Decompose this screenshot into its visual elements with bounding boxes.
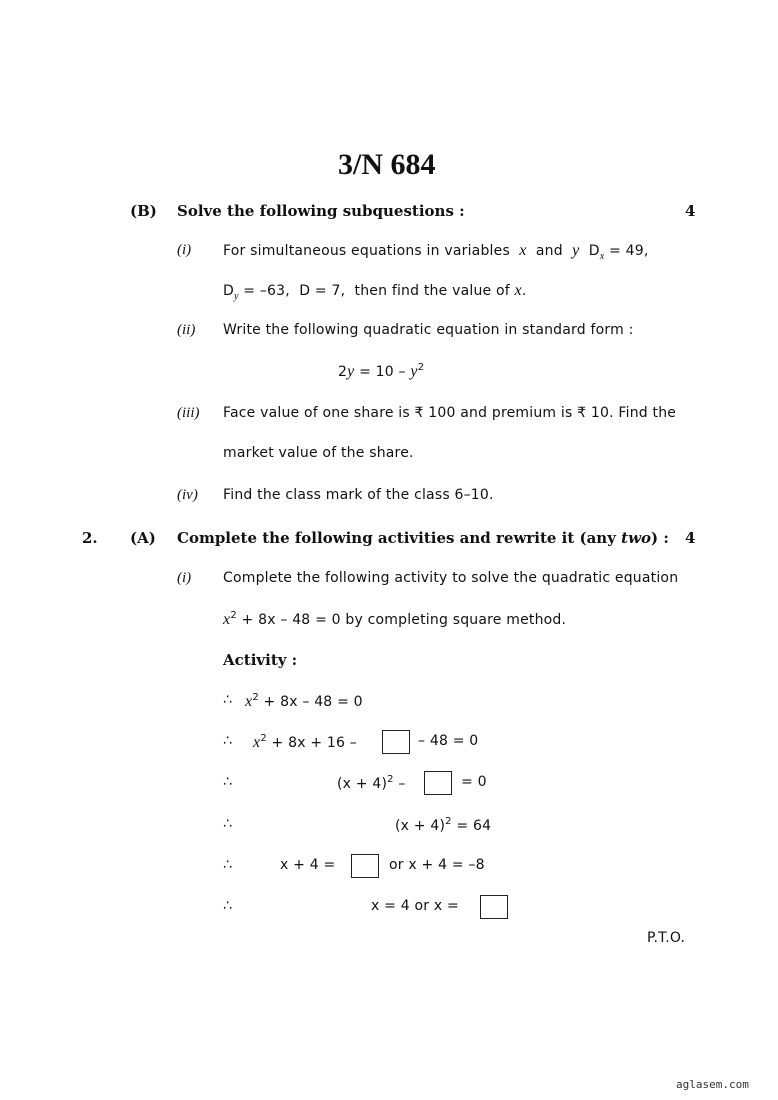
question-2a-number-i: (i) xyxy=(177,570,192,586)
step2-tail: – 48 = 0 xyxy=(418,733,479,749)
question-number-i: (i) xyxy=(177,242,192,258)
eq-mid: = 10 – xyxy=(359,364,406,380)
section-label-b: (B) xyxy=(130,202,157,220)
activity-step-3: $(x + 4)^2$ – xyxy=(337,774,406,792)
question-number-iv: (iv) xyxy=(177,487,198,503)
step5-lhs: x + 4 = xyxy=(280,857,336,873)
question-i-line1: For simultaneous equations in variables x and y $D_x = 49$, xyxy=(223,242,649,262)
q1-var-x: x xyxy=(519,242,527,259)
question-number-iii: (iii) xyxy=(177,405,200,421)
q1-d-value: D = 7, xyxy=(299,283,346,299)
activity-step-4: $(x + 4)^2 = 64$ xyxy=(395,816,492,834)
step1-tail: + 8x – 48 = 0 xyxy=(263,694,363,710)
footer-watermark: aglasem.com xyxy=(676,1078,749,1091)
therefore-symbol-2: ∴ xyxy=(223,733,233,749)
question-iv-text: Find the class mark of the class 6–10. xyxy=(223,487,494,503)
section-b-marks: 4 xyxy=(685,202,696,220)
q2a-line2-tail: + 8x – 48 = 0 by completing square method. xyxy=(241,612,567,628)
question-number-2: 2. xyxy=(82,529,98,547)
instruction-part-c: ) : xyxy=(651,529,669,547)
q1-var-x2: x xyxy=(514,282,522,299)
answer-box-3[interactable] xyxy=(351,854,379,878)
answer-box-4[interactable] xyxy=(480,895,508,919)
step3-lhs: (x + 4) xyxy=(337,776,388,792)
question-iii-line1: Face value of one share is ₹ 100 and premium is ₹ 10. Find the xyxy=(223,405,677,421)
q1-dy-value: = –63, xyxy=(243,283,290,299)
answer-box-2[interactable] xyxy=(424,771,452,795)
step2-mid: + 8x + 16 – xyxy=(271,735,357,751)
question-2a-i-line1: Complete the following activity to solve the quadratic equation xyxy=(223,570,679,586)
activity-step-1: $x^2 + 8x - 48 = 0$ xyxy=(245,692,363,710)
step4-tail: = 64 xyxy=(456,818,492,834)
q1-text: For simultaneous equations in variables xyxy=(223,243,510,259)
therefore-symbol-3: ∴ xyxy=(223,774,233,790)
question-iii-line2: market value of the share. xyxy=(223,445,414,461)
activity-label: Activity : xyxy=(223,651,298,669)
pto-label: P.T.O. xyxy=(647,930,686,946)
step5-tail: or x + 4 = –8 xyxy=(389,857,485,873)
step4-lhs: (x + 4) xyxy=(395,818,446,834)
q1-dx-value: = 49, xyxy=(609,243,649,259)
instruction-part-a: Complete the following activities and rewrite it (any xyxy=(177,529,616,547)
activity-step-2: $x^2 + 8x + 16$ – xyxy=(253,733,357,751)
step3-tail: = 0 xyxy=(461,774,487,790)
section-2a-instruction xyxy=(177,529,669,547)
answer-box-1[interactable] xyxy=(382,730,410,754)
instruction-part-b: two xyxy=(621,529,652,547)
q1-period: . xyxy=(521,283,527,299)
question-number-ii: (ii) xyxy=(177,322,196,338)
step6-lhs: x = 4 or x = xyxy=(371,898,459,914)
question-2a-i-line2: $x^2 + 8x - 48 = 0$ by completing square method. xyxy=(223,610,567,628)
q1-var-y: y xyxy=(572,242,580,259)
step3-mid: – xyxy=(398,776,406,792)
section-2a-marks: 4 xyxy=(685,529,696,547)
section-b-instruction: Solve the following subquestions : xyxy=(177,202,465,220)
q1-find: then find the value of xyxy=(354,283,510,299)
question-ii-equation: $2y = 10 - y^2$ xyxy=(338,362,425,380)
question-ii-text: Write the following quadratic equation in standard form : xyxy=(223,322,634,338)
eq-lhs-coef: 2 xyxy=(338,364,348,380)
therefore-symbol-5: ∴ xyxy=(223,857,233,873)
page-title: 3/N 684 xyxy=(338,148,436,181)
therefore-symbol-1: ∴ xyxy=(223,692,233,708)
therefore-symbol-4: ∴ xyxy=(223,816,233,832)
section-label-a: (A) xyxy=(130,529,156,547)
question-i-line2: $D_y = -63$, D = 7, then find the value of x. xyxy=(223,282,527,302)
q1-and: and xyxy=(535,243,563,259)
therefore-symbol-6: ∴ xyxy=(223,898,233,914)
